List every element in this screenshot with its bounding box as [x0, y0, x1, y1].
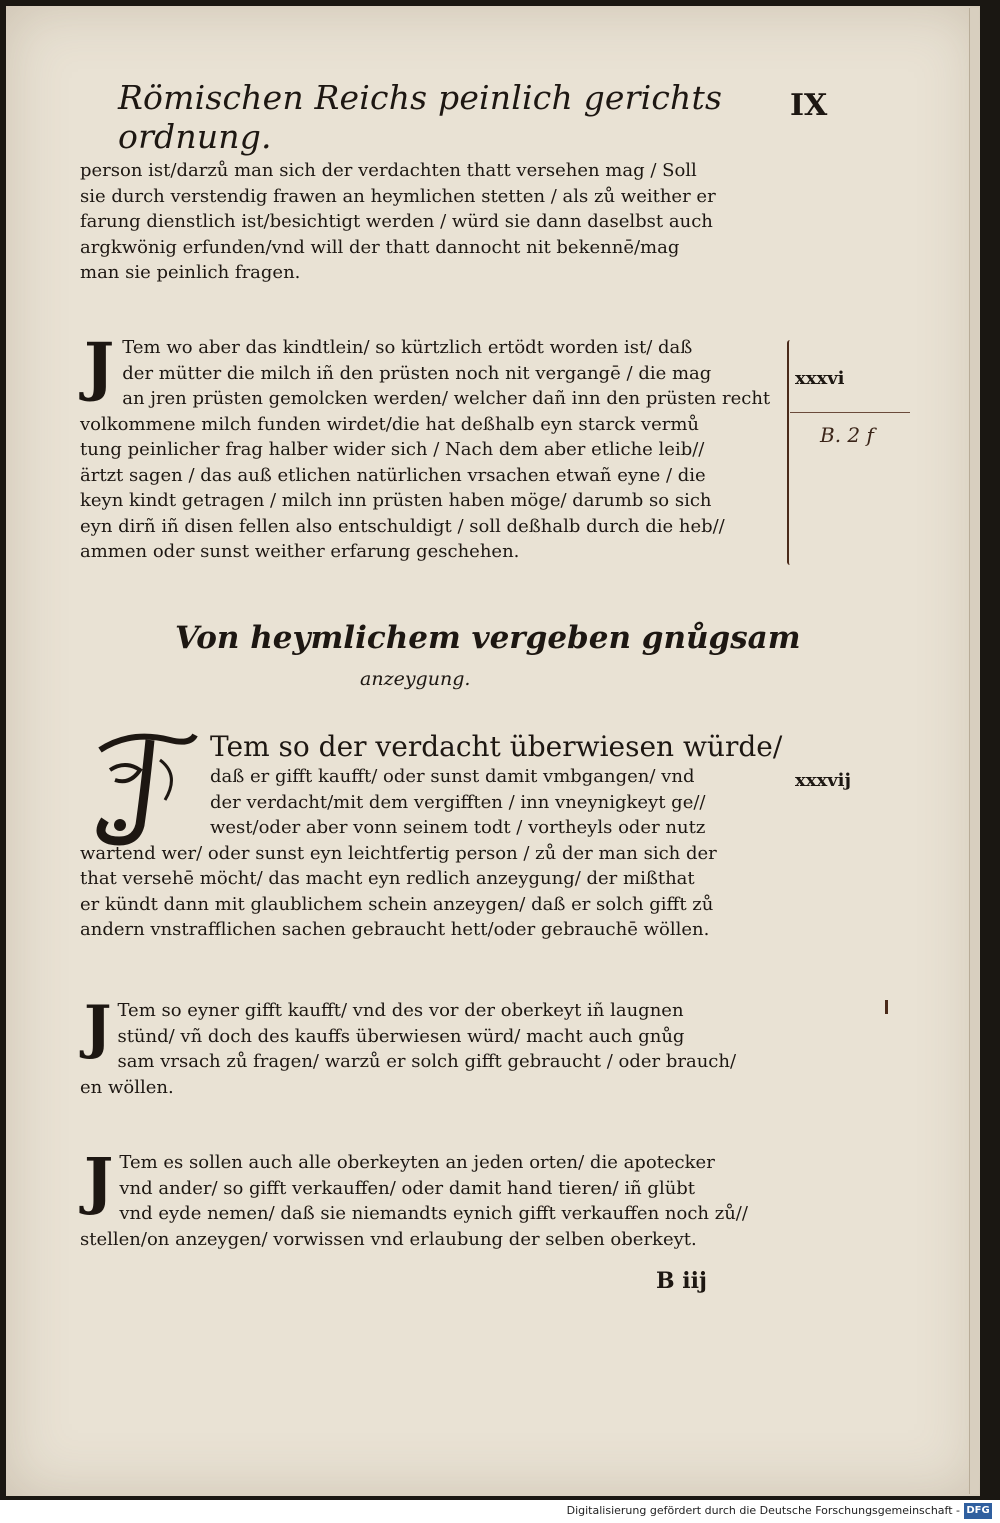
text-line: keyn kindt getragen / milch inn prüsten haben möge/ darumb so sich: [80, 490, 712, 511]
handwritten-annotation: B. 2 f: [820, 423, 874, 447]
text-line: stünd/ vñ doch des kauffs überwiesen würd/ macht auch gnůg: [117, 1025, 685, 1047]
text-line: ärtzt sagen / das auß etlichen natürlichen vrsachen etwañ eyne / die: [80, 464, 706, 486]
text-line: that versehē möcht/ das macht eyn redlich anzeygung/ der mißthat: [80, 868, 695, 889]
margin-number: xxxvij: [795, 770, 852, 791]
margin-rule: [790, 412, 910, 413]
text-line: volkommene milch funden wirdet/die hat deßhalb eyn starck vermů: [80, 413, 700, 435]
paragraph-5: [80, 1144, 790, 1252]
footer-bar: [0, 1500, 1000, 1523]
text-line: sam vrsach zů fragen/ warzů er solch gifft gebraucht / oder brauch/: [117, 1051, 737, 1072]
text-line: der mütter die milch iñ den prüsten noch nit vergangē / die mag: [122, 362, 712, 384]
paragraph-4: [80, 993, 790, 1100]
decorated-initial: J: [84, 329, 115, 404]
footer-credit: Digitalisierung gefördert durch die Deutsche Forschungsgemeinschaft -: [566, 1504, 960, 1517]
text-line: Tem es sollen auch alle oberkeyten an jeden orten/ die apotecker: [119, 1152, 715, 1173]
text-line: er kündt dann mit glaublichem schein anzeygen/ daß er solch gifft zů: [80, 893, 714, 915]
ornamental-initial-icon: [90, 730, 200, 850]
dfg-logo-icon[interactable]: DFG: [964, 1503, 992, 1519]
text-line: sie durch verstendig frawen an heymlichen stetten / als zů weither er: [80, 185, 716, 207]
section-heading: Von heymlichem vergeben gnůgsam: [175, 620, 801, 656]
margin-number: xxxvi: [795, 368, 845, 389]
text-line: vnd eyde nemen/ daß sie niemandts eynich gifft verkauffen noch zů//: [119, 1203, 748, 1224]
text-line: stellen/on anzeygen/ vorwissen vnd erlaubung der selben oberkeyt.: [80, 1228, 697, 1250]
text-line: argkwönig erfunden/vnd will der thatt dannocht nit bekennē/mag: [80, 236, 680, 258]
text-line: eyn dirñ iñ disen fellen also entschuldigt / soll deßhalb durch die heb//: [80, 515, 725, 537]
signature-mark: B iij: [656, 1268, 707, 1294]
text-line: west/oder aber vonn seinem todt / vortheyls oder nutz: [210, 817, 706, 838]
page-edge: [969, 8, 979, 1494]
paragraph-3: [80, 730, 790, 943]
decorated-initial: J: [84, 1144, 114, 1217]
text-line: an jren prüsten gemolcken werden/ welcher dañ inn den prüsten recht: [122, 388, 771, 409]
text-line: der verdacht/mit dem vergifften / inn vneynigkeyt ge//: [210, 791, 706, 813]
text-line: Tem so eyner gifft kaufft/ vnd des vor der oberkeyt iñ laugnen: [117, 1000, 684, 1021]
decorated-initial: J: [84, 993, 112, 1061]
ink-mark: [885, 1000, 888, 1014]
text-line: Tem wo aber das kindtlein/ so kürtzlich ertödt worden ist/ daß: [122, 337, 693, 358]
text-line: farung dienstlich ist/besichtigt werden / würd sie dann daselbst auch: [80, 211, 713, 232]
paragraph-1: [80, 158, 790, 286]
text-line: andern vnstrafflichen sachen gebraucht hett/oder gebrauchē wöllen.: [80, 919, 710, 940]
text-line: ammen oder sunst weither erfarung geschehen.: [80, 541, 520, 562]
text-line: tung peinlicher frag halber wider sich / Nach dem aber etliche leib//: [80, 439, 705, 460]
text-line: en wöllen.: [80, 1076, 174, 1098]
text-line: man sie peinlich fragen.: [80, 262, 301, 283]
text-line: person ist/darzů man sich der verdachten thatt versehen mag / Soll: [80, 160, 697, 181]
text-line: Tem so der verdacht überwiesen würde/: [210, 730, 783, 763]
text-line: vnd ander/ so gifft verkauffen/ oder damit hand tieren/ iñ glübt: [119, 1177, 696, 1199]
text-line: wartend wer/ oder sunst eyn leichtfertig person / zů der man sich der: [80, 842, 717, 864]
running-head: Römischen Reichs peinlich gerichts ordnung.: [118, 78, 723, 156]
paragraph-2: [80, 329, 790, 565]
text-line: daß er gifft kaufft/ oder sunst damit vmbgangen/ vnd: [210, 766, 695, 787]
section-subheading: anzeygung.: [360, 668, 471, 690]
folio-number: IX: [790, 88, 828, 123]
